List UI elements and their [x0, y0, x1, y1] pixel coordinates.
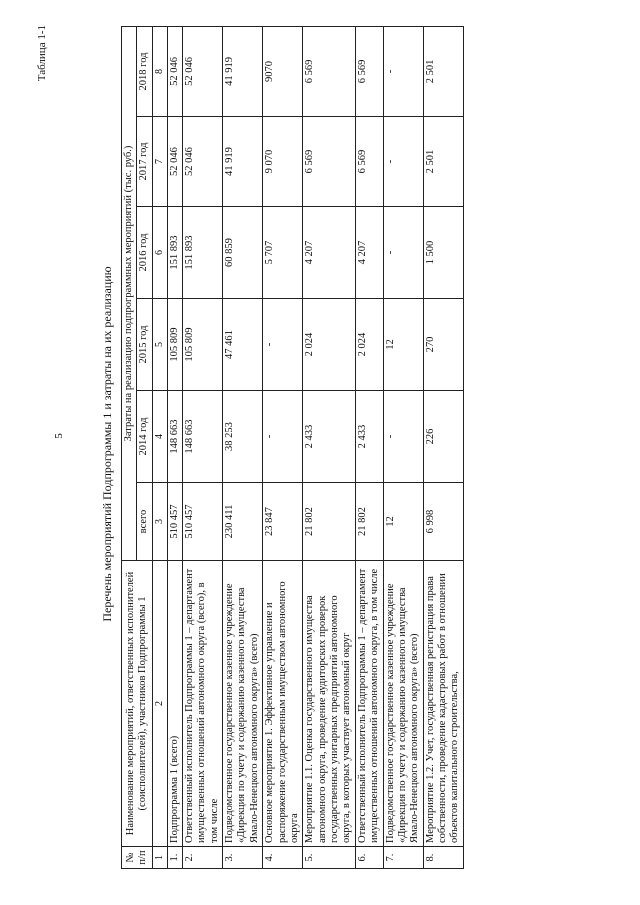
cost-2016: 4 207	[303, 207, 356, 299]
column-index: 6	[152, 207, 167, 299]
cost-2015: 47 461	[223, 299, 263, 391]
row-number: 5.	[303, 847, 356, 869]
cost-2018: 6 569	[355, 26, 383, 116]
cost-2016: 151 893	[182, 207, 222, 299]
cost-2015: 270	[423, 299, 463, 391]
cost-total: 23 847	[263, 483, 303, 561]
header-total: всего	[137, 483, 152, 561]
cost-total: 510 457	[182, 483, 222, 561]
cost-2017: 6 569	[303, 117, 356, 207]
cost-2016: 1 500	[423, 207, 463, 299]
cost-total: 230 411	[223, 483, 263, 561]
cost-2016: 151 893	[167, 207, 182, 299]
column-index: 1	[152, 847, 167, 869]
cost-2014: -	[263, 391, 303, 483]
table-row	[167, 26, 182, 868]
cost-2018: 2 501	[423, 26, 463, 116]
row-number: 2.	[182, 847, 222, 869]
cost-2018: 9070	[263, 26, 303, 116]
activity-name: Ответственный исполнитель Подпрограммы 1 – департамент имущественных отношений автономного округа, в том числе	[355, 561, 383, 847]
cost-2017: 52 046	[182, 117, 222, 207]
cost-2015: 12	[383, 299, 423, 391]
column-index: 8	[152, 26, 167, 116]
cost-total: 12	[383, 483, 423, 561]
cost-2018: -	[383, 26, 423, 116]
table-row	[423, 26, 463, 868]
cost-total: 6 998	[423, 483, 463, 561]
row-number: 4.	[263, 847, 303, 869]
table-body	[167, 26, 463, 868]
cost-2016: -	[383, 207, 423, 299]
cost-2018: 41 919	[223, 26, 263, 116]
cost-2015: 2 024	[355, 299, 383, 391]
cost-2015: 105 809	[182, 299, 222, 391]
cost-2015: 105 809	[167, 299, 182, 391]
table-row	[182, 26, 222, 868]
row-number: 3.	[223, 847, 263, 869]
column-index: 7	[152, 117, 167, 207]
column-index: 3	[152, 483, 167, 561]
header-year-2014: 2014 год	[137, 391, 152, 483]
header-year-2016: 2016 год	[137, 207, 152, 299]
cost-2014: -	[383, 391, 423, 483]
row-number: 1.	[167, 847, 182, 869]
activity-name: Основное мероприятие 1. Эффективное управление и распоряжение государственным имуществом автономного округа	[263, 561, 303, 847]
cost-total: 510 457	[167, 483, 182, 561]
activity-name: Мероприятие 1.1. Оценка государственного имущества автономного округа, проведение аудиторских проверок государственных унитарных предприятий автономного округа, в которых участвует автономный округ	[303, 561, 356, 847]
table-row	[383, 26, 423, 868]
column-index: 2	[152, 561, 167, 847]
cost-total: 21 802	[303, 483, 356, 561]
cost-2014: 148 663	[182, 391, 222, 483]
cost-2017: 9 070	[263, 117, 303, 207]
activities-cost-table	[121, 26, 464, 869]
activity-name: Мероприятие 1.2. Учет, государственная регистрация права собственности, проведение кадастровых работ в отношении объектов капитального строительства,	[423, 561, 463, 847]
cost-2017: -	[383, 117, 423, 207]
table-row	[263, 26, 303, 868]
cost-2014: 2 433	[355, 391, 383, 483]
rotated-page-content	[36, 19, 596, 869]
document-title: Перечень мероприятий Подпрограммы 1 и затраты на их реализацию	[100, 266, 114, 622]
cost-2014: 148 663	[167, 391, 182, 483]
cost-2016: 60 859	[223, 207, 263, 299]
row-number: 6.	[355, 847, 383, 869]
header-year-2015: 2015 год	[137, 299, 152, 391]
cost-2017: 52 046	[167, 117, 182, 207]
activity-name: Подпрограмма 1 (всего)	[167, 561, 182, 847]
activity-name: Подведомственное государственное казенное учреждение «Дирекция по учету и содержанию казенного имущества Ямало-Ненецкого автономного округа» (всего)	[223, 561, 263, 847]
header-number: № п/п	[122, 847, 153, 869]
cost-2018: 52 046	[182, 26, 222, 116]
cost-2014: 38 253	[223, 391, 263, 483]
table-row	[303, 26, 356, 868]
cost-2018: 6 569	[303, 26, 356, 116]
cost-total: 21 802	[355, 483, 383, 561]
cost-2015: -	[263, 299, 303, 391]
page-number: 5	[52, 433, 65, 439]
cost-2016: 5 707	[263, 207, 303, 299]
row-number: 8.	[423, 847, 463, 869]
activity-name: Подведомственное государственное казенное учреждение «Дирекция по учету и содержанию казенного имущества Ямало-Ненецкого автономного округа» (всего)	[383, 561, 423, 847]
header-year-2017: 2017 год	[137, 117, 152, 207]
table-row	[223, 26, 263, 868]
header-costs-group: Затраты на реализацию подпрограммных мероприятий (тыс. руб.)	[122, 26, 137, 560]
cost-2017: 41 919	[223, 117, 263, 207]
column-index-row	[152, 26, 167, 868]
row-number: 7.	[383, 847, 423, 869]
column-index: 4	[152, 391, 167, 483]
cost-2015: 2 024	[303, 299, 356, 391]
cost-2014: 226	[423, 391, 463, 483]
column-index: 5	[152, 299, 167, 391]
cost-2014: 2 433	[303, 391, 356, 483]
table-row	[355, 26, 383, 868]
cost-2018: 52 046	[167, 26, 182, 116]
table-label: Таблица 1-1	[36, 25, 48, 82]
cost-2017: 6 569	[355, 117, 383, 207]
header-activity-name: Наименование мероприятий, ответственных исполнителей (соисполнителей), участников Подпрограммы 1	[122, 561, 153, 847]
header-year-2018: 2018 год	[137, 26, 152, 116]
activity-name: Ответственный исполнитель Подпрограммы 1 – департамент имущественных отношений автономного округа (всего), в том числе	[182, 561, 222, 847]
cost-2016: 4 207	[355, 207, 383, 299]
cost-2017: 2 501	[423, 117, 463, 207]
